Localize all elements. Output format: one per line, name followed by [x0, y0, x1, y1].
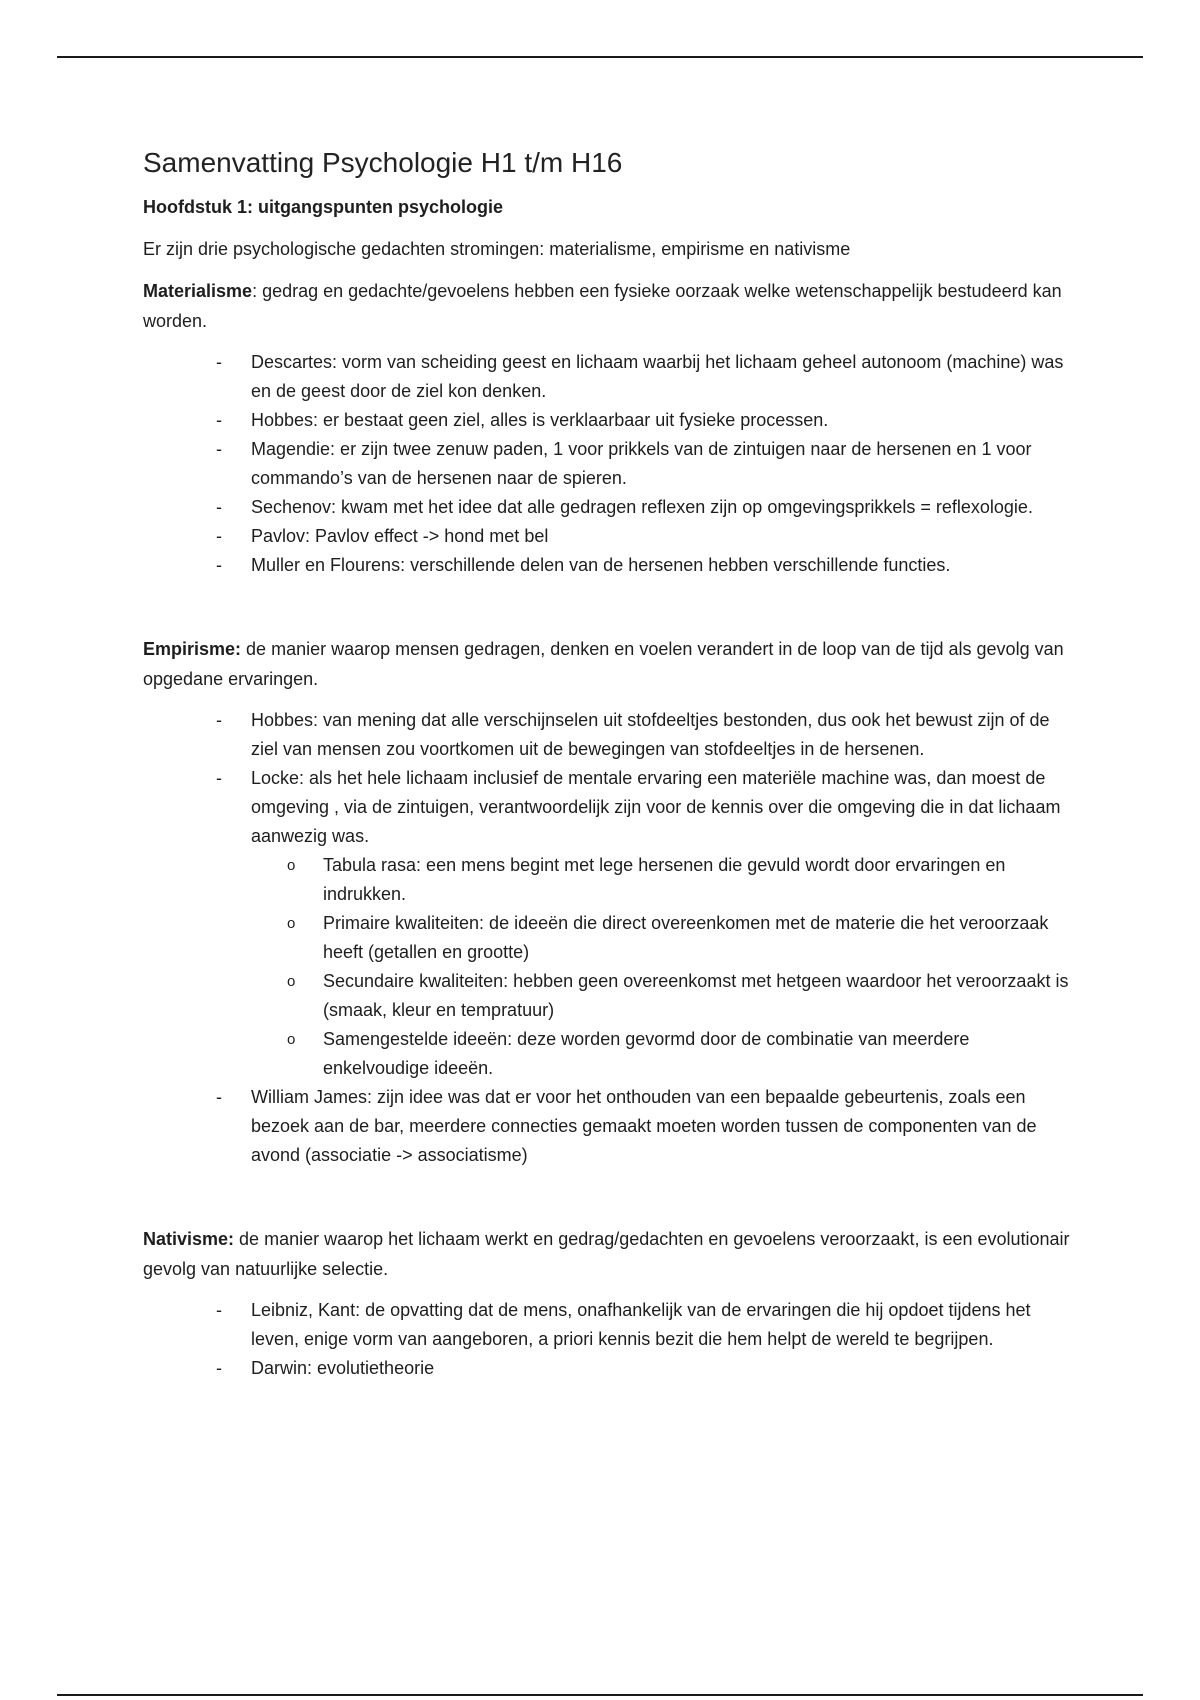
list-item: - Darwin: evolutietheorie — [251, 1354, 1073, 1383]
empirisme-paragraph — [143, 634, 1073, 694]
empirisme-list — [143, 706, 1073, 1170]
list-item: - Magendie: er zijn twee zenuw paden, 1 voor prikkels van de zintuigen naar de hersenen en 1 voor commando’s van de hersenen naar de spieren. — [251, 435, 1073, 493]
materialisme-term: Materialisme — [143, 281, 253, 301]
sub-list-item: o Samengestelde ideeën: deze worden gevormd door de combinatie van meerdere enkelvoudige ideeën. — [323, 1025, 1073, 1083]
list-item: - William James: zijn idee was dat er voor het onthouden van een bepaalde gebeurtenis, zoals een bezoek aan de bar, meerdere connecties gemaakt moeten worden tussen de componenten van de avond (associatie -> associatisme) — [251, 1083, 1073, 1170]
list-item: - Sechenov: kwam met het idee dat alle gedragen reflexen zijn op omgevingsprikkels = reflexologie. — [251, 493, 1073, 522]
intro-paragraph: Er zijn drie psychologische gedachten stromingen: materialisme, empirisme en nativisme — [143, 239, 851, 259]
list-item: - Pavlov: Pavlov effect -> hond met bel — [251, 522, 1073, 551]
sub-list-item: o Primaire kwaliteiten: de ideeën die direct overeenkomen met de materie die het veroorzaak heeft (getallen en grootte) — [323, 909, 1073, 967]
chapter-heading: Hoofdstuk 1: uitgangspunten psychologie — [143, 197, 503, 217]
footer-rule — [57, 1694, 1143, 1696]
list-item — [251, 764, 1073, 1083]
list-item: - Muller en Flourens: verschillende delen van de hersenen hebben verschillende functies. — [251, 551, 1073, 580]
nativisme-list — [143, 1296, 1073, 1383]
nativisme-term: Nativisme: — [143, 1229, 235, 1249]
header-rule — [57, 56, 1143, 58]
list-item: - Descartes: vorm van scheiding geest en lichaam waarbij het lichaam geheel autonoom (machine) was en de geest door de ziel kon denken. — [251, 348, 1073, 406]
nativisme-paragraph — [143, 1224, 1073, 1284]
nativisme-definition: de manier waarop het lichaam werkt en gedrag/gedachten en gevoelens veroorzaakt, is een evolutionair gevolg van natuurlijke selectie. — [143, 1229, 1070, 1279]
document-body — [143, 144, 1073, 1383]
sub-list-item: o Secundaire kwaliteiten: hebben geen overeenkomst met hetgeen waardoor het veroorzaakt is (smaak, kleur en tempratuur) — [323, 967, 1073, 1025]
locke-sublist — [251, 851, 1073, 1083]
list-item: - Hobbes: er bestaat geen ziel, alles is verklaarbaar uit fysieke processen. — [251, 406, 1073, 435]
empirisme-definition: de manier waarop mensen gedragen, denken en voelen verandert in de loop van de tijd als gevolg van opgedane ervaringen. — [143, 639, 1064, 689]
empirisme-term: Empirisme: — [143, 639, 242, 659]
list-item: - Leibniz, Kant: de opvatting dat de mens, onafhankelijk van de ervaringen die hij opdoet tijdens het leven, enige vorm van aangeboren, a priori kennis bezit die hem helpt de wereld te begrijpen. — [251, 1296, 1073, 1354]
materialisme-paragraph — [143, 276, 1073, 336]
document-title: Samenvatting Psychologie H1 t/m H16 — [143, 147, 623, 178]
list-item: - Hobbes: van mening dat alle verschijnselen uit stofdeeltjes bestonden, dus ook het bewust zijn of de ziel van mensen zou voortkomen uit de bewegingen van stofdeeltjes in de hersenen. — [251, 706, 1073, 764]
sub-list-item: o Tabula rasa: een mens begint met lege hersenen die gevuld wordt door ervaringen en indrukken. — [323, 851, 1073, 909]
locke-text: Locke: als het hele lichaam inclusief de mentale ervaring een materiële machine was, dan moest de omgeving , via de zintuigen, verantwoordelijk zijn voor de kennis over die omgeving die in dat lichaam aanwezig was. — [251, 768, 1061, 846]
materialisme-definition: : gedrag en gedachte/gevoelens hebben een fysieke oorzaak welke wetenschappelijk bestudeerd kan worden. — [143, 281, 1062, 331]
materialisme-list — [143, 348, 1073, 580]
